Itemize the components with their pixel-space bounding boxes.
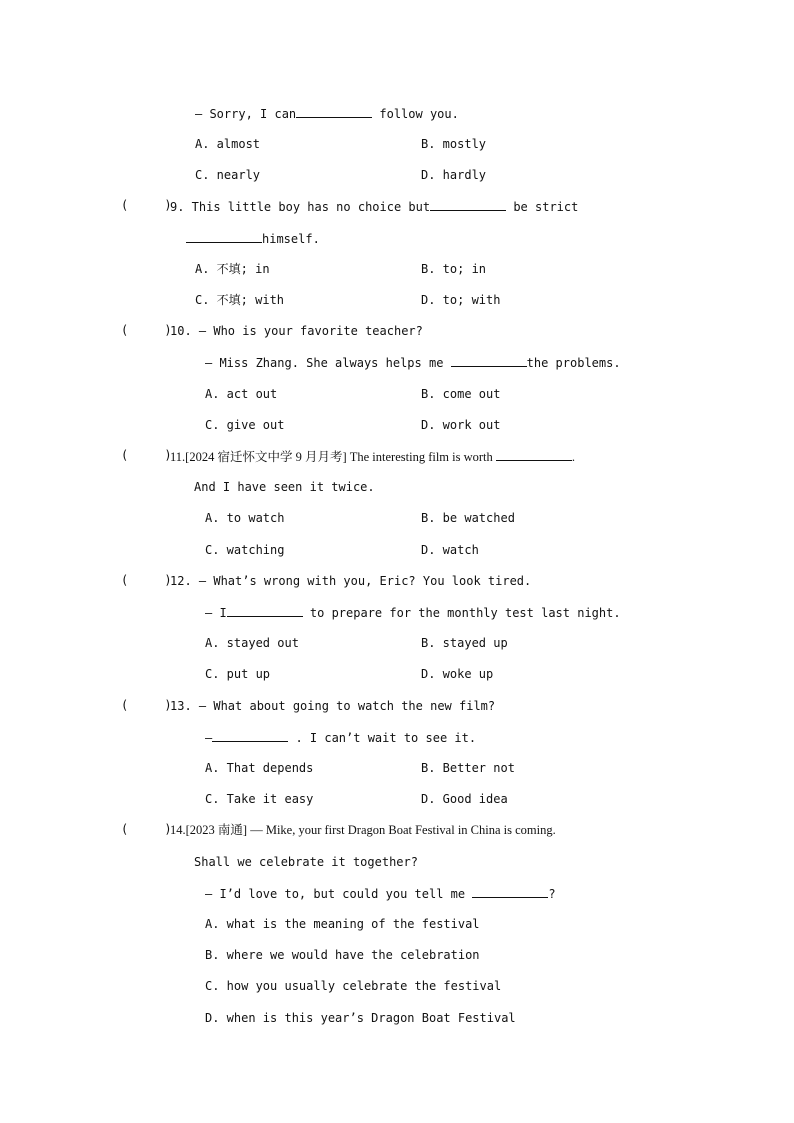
q12-stem-text: — What’s wrong with you, Eric? You look tired. — [191, 574, 532, 588]
q14-response — [205, 885, 556, 902]
q13-response-text-a: — — [205, 731, 213, 745]
q10-response-text-b: the problems. — [526, 356, 621, 370]
q10-stem — [170, 323, 423, 339]
q9-option-b[interactable]: B. to; in — [421, 262, 487, 276]
q8-answer-blank[interactable] — [296, 105, 372, 118]
q10-option-b[interactable]: B. come out — [421, 387, 501, 401]
q11-option-b[interactable]: B. be watched — [421, 511, 515, 525]
q12-stem — [170, 573, 531, 589]
q12-answer-paren[interactable]: ( ) — [121, 573, 172, 587]
q8-response-text-b: follow you. — [372, 107, 459, 121]
q14-stem — [170, 822, 556, 838]
q10-response — [205, 354, 621, 371]
q9-stem-line2 — [186, 230, 320, 247]
q9-number: 9. — [170, 200, 185, 214]
q10-option-c[interactable]: C. give out — [205, 418, 285, 432]
q10-answer-paren[interactable]: ( ) — [121, 323, 172, 337]
q13-response — [205, 729, 476, 746]
q11-answer-blank[interactable] — [496, 448, 572, 461]
q12-answer-blank[interactable] — [227, 604, 303, 617]
q9-stem-text-b: be strict — [506, 200, 579, 214]
q9-option-d[interactable]: D. to; with — [421, 293, 501, 307]
q10-stem-text: — Who is your favorite teacher? — [191, 324, 423, 338]
q13-option-c[interactable]: C. Take it easy — [205, 792, 314, 806]
q8-option-a[interactable]: A. almost — [195, 137, 261, 151]
q8-option-b[interactable]: B. mostly — [421, 137, 487, 151]
q14-answer-blank[interactable] — [472, 885, 548, 898]
q12-option-b[interactable]: B. stayed up — [421, 636, 508, 650]
q12-response-text-b: to prepare for the monthly test last night. — [302, 606, 621, 620]
q10-number: 10. — [170, 324, 192, 338]
q11-stem-text-b: . — [571, 450, 576, 464]
q11-stem-text-a: The interesting film is worth — [346, 450, 496, 464]
q13-answer-blank[interactable] — [212, 729, 288, 742]
q11-stem-line2: And I have seen it twice. — [194, 480, 375, 494]
q12-response — [205, 604, 621, 621]
q8-response — [195, 105, 459, 122]
q14-response-text-a: — I’d love to, but could you tell me — [205, 887, 473, 901]
q8-response-text-a: — Sorry, I can — [195, 107, 297, 121]
q11-number: 11. — [170, 450, 186, 464]
q13-number: 13. — [170, 699, 192, 713]
q12-response-text-a: — I — [205, 606, 227, 620]
q9-stem — [170, 198, 578, 215]
q11-option-d[interactable]: D. watch — [421, 543, 479, 557]
q9-stem-line2-text: himself. — [262, 232, 320, 246]
q13-answer-paren[interactable]: ( ) — [121, 698, 172, 712]
q8-option-c[interactable]: C. nearly — [195, 168, 261, 182]
q12-option-c[interactable]: C. put up — [205, 667, 271, 681]
q14-response-text-b: ? — [548, 887, 556, 901]
q14-option-c[interactable]: C. how you usually celebrate the festival — [205, 979, 502, 993]
q14-number: 14. — [170, 823, 186, 837]
q13-option-a[interactable]: A. That depends — [205, 761, 314, 775]
q14-answer-paren[interactable]: ( ) — [121, 822, 172, 836]
q9-option-a[interactable]: A. 不填; in — [195, 262, 270, 276]
q9-answer-blank-1[interactable] — [430, 198, 506, 211]
q13-option-b[interactable]: B. Better not — [421, 761, 515, 775]
q12-option-a[interactable]: A. stayed out — [205, 636, 299, 650]
q9-answer-paren[interactable]: ( ) — [121, 198, 172, 212]
q14-option-b[interactable]: B. where we would have the celebration — [205, 948, 480, 962]
q10-answer-blank[interactable] — [451, 354, 527, 367]
q14-option-d[interactable]: D. when is this year’s Dragon Boat Festival — [205, 1011, 516, 1025]
q12-number: 12. — [170, 574, 192, 588]
q11-answer-paren[interactable]: ( ) — [121, 448, 172, 462]
q10-option-a[interactable]: A. act out — [205, 387, 278, 401]
q14-stem-text: — Mike, your first Dragon Boat Festival in China is coming. — [247, 823, 556, 837]
q9-option-c[interactable]: C. 不填; with — [195, 293, 285, 307]
q8-option-d[interactable]: D. hardly — [421, 168, 487, 182]
q12-option-d[interactable]: D. woke up — [421, 667, 494, 681]
q14-stem-line2: Shall we celebrate it together? — [194, 855, 418, 869]
q13-stem — [170, 698, 495, 714]
q11-source-tag: [2024 宿迁怀文中学 9 月月考] — [185, 450, 347, 464]
q13-stem-text: — What about going to watch the new film? — [191, 699, 496, 713]
q9-stem-text-a: This little boy has no choice but — [184, 200, 431, 214]
q14-option-a[interactable]: A. what is the meaning of the festival — [205, 917, 480, 931]
q13-response-text-b: . I can’t wait to see it. — [288, 731, 477, 745]
q14-source-tag: [2023 南通] — [185, 823, 248, 837]
q11-option-a[interactable]: A. to watch — [205, 511, 285, 525]
q10-response-text-a: — Miss Zhang. She always helps me — [205, 356, 451, 370]
q9-answer-blank-2[interactable] — [186, 230, 262, 243]
q10-option-d[interactable]: D. work out — [421, 418, 501, 432]
q11-stem — [170, 448, 575, 465]
q11-option-c[interactable]: C. watching — [205, 543, 285, 557]
q13-option-d[interactable]: D. Good idea — [421, 792, 508, 806]
